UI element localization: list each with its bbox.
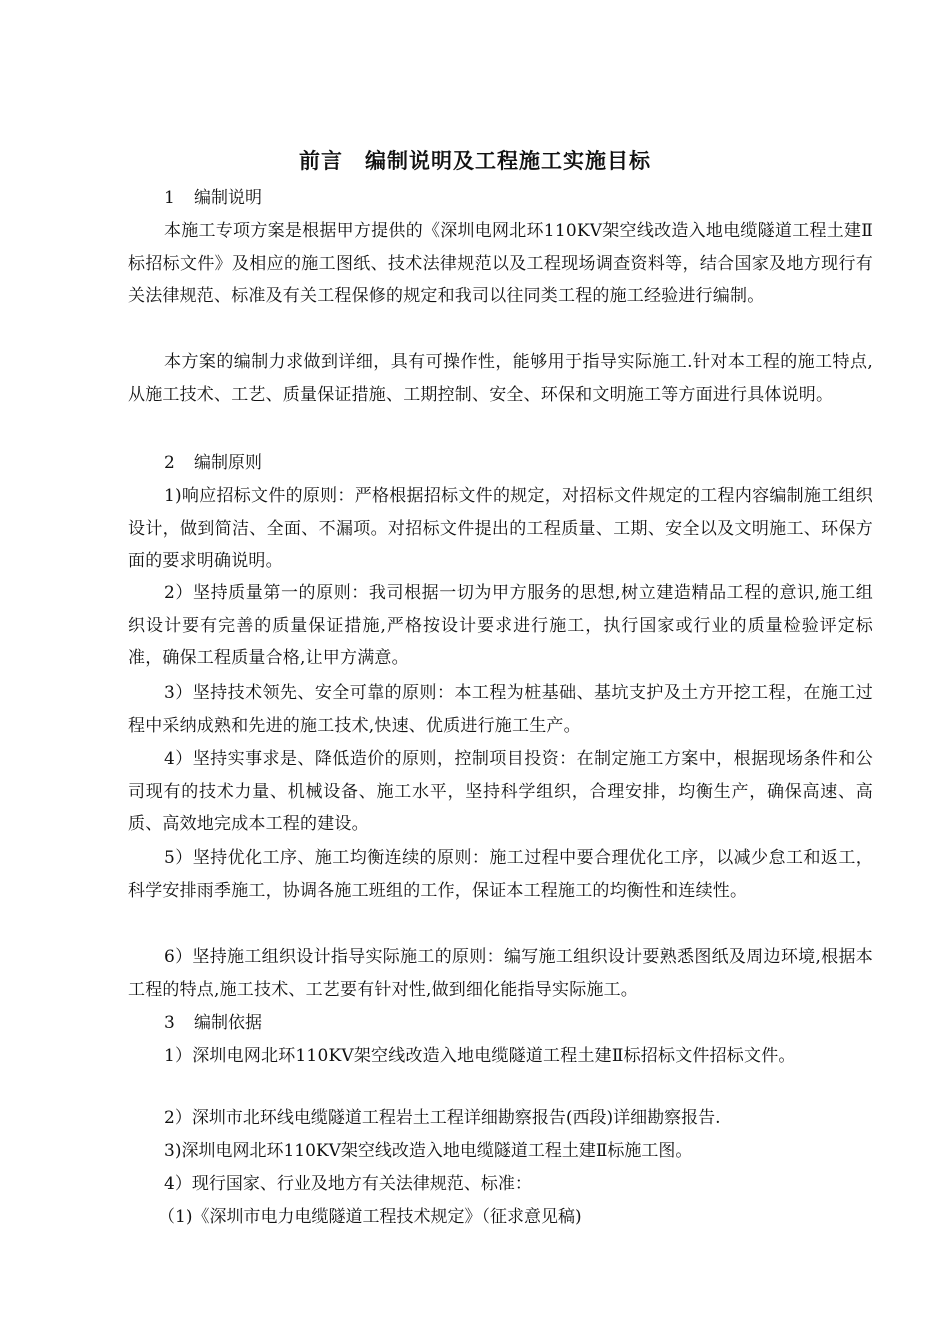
paragraph: 3）坚持技术领先、安全可靠的原则：本工程为桩基础、基坑支护及土方开挖工程，在施工过程中采纳成熟和先进的施工技术,快速、优质进行施工生产。 <box>128 683 873 736</box>
section-heading-3 <box>164 1011 262 1035</box>
reference-item: 1）深圳电网北环110KV架空线改造入地电缆隧道工程土建Ⅱ标招标文件招标文件。 <box>164 1046 796 1066</box>
section-number: 1 <box>164 188 175 208</box>
paragraph: 本方案的编制力求做到详细，具有可操作性，能够用于指导实际施工.针对本工程的施工特点,从施工技术、工艺、质量保证措施、工期控制、安全、环保和文明施工等方面进行具体说明。 <box>128 352 873 405</box>
section-heading-2 <box>164 451 262 475</box>
section-number: 2 <box>164 453 175 473</box>
paragraph: 本施工专项方案是根据甲方提供的《深圳电网北环110KV架空线改造入地电缆隧道工程土建Ⅱ标招标文件》及相应的施工图纸、技术法律规范以及工程现场调查资料等，结合国家及地方现行有关法律规范、标准及有关工程保修的规定和我司以往同类工程的施工经验进行编制。 <box>128 221 873 306</box>
page-title: 前言 编制说明及工程施工实施目标 <box>299 148 651 173</box>
paragraph: 6）坚持施工组织设计指导实际施工的原则：编写施工组织设计要熟悉图纸及周边环境,根据本工程的特点,施工技术、工艺要有针对性,做到细化能指导实际施工。 <box>128 947 873 1000</box>
paragraph: 2）坚持质量第一的原则：我司根据一切为甲方服务的思想,树立建造精品工程的意识,施工组织设计要有完善的质量保证措施,严格按设计要求进行施工，执行国家或行业的质量检验评定标准，确保工程质量合格,让甲方满意。 <box>128 583 873 668</box>
section-title: 编制依据 <box>194 1013 262 1033</box>
paragraph: 4）坚持实事求是、降低造价的原则，控制项目投资：在制定施工方案中，根据现场条件和公司现有的技术力量、机械设备、施工水平，坚持科学组织，合理安排，均衡生产，确保高速、高质、高效地完成本工程的建设。 <box>128 749 873 834</box>
paragraph: 5）坚持优化工序、施工均衡连续的原则：施工过程中要合理优化工序，以减少怠工和返工，科学安排雨季施工，协调各施工班组的工作，保证本工程施工的均衡性和连续性。 <box>128 848 873 901</box>
reference-item: （1)《深圳市电力电缆隧道工程技术规定》（征求意见稿) <box>158 1207 582 1227</box>
reference-item: 4）现行国家、行业及地方有关法律规范、标准： <box>164 1174 532 1194</box>
section-heading-1 <box>164 186 262 210</box>
section-title: 编制原则 <box>194 453 262 473</box>
reference-item: 3)深圳电网北环110KV架空线改造入地电缆隧道工程土建Ⅱ标施工图。 <box>164 1141 693 1161</box>
paragraph: 1)响应招标文件的原则：严格根据招标文件的规定，对招标文件规定的工程内容编制施工组织设计，做到简洁、全面、不漏项。对招标文件提出的工程质量、工期、安全以及文明施工、环保方面的要求明确说明。 <box>128 486 873 571</box>
section-number: 3 <box>164 1013 175 1033</box>
section-title: 编制说明 <box>194 188 262 208</box>
reference-item: 2）深圳市北环线电缆隧道工程岩土工程详细勘察报告(西段)详细勘察报告. <box>164 1108 721 1128</box>
